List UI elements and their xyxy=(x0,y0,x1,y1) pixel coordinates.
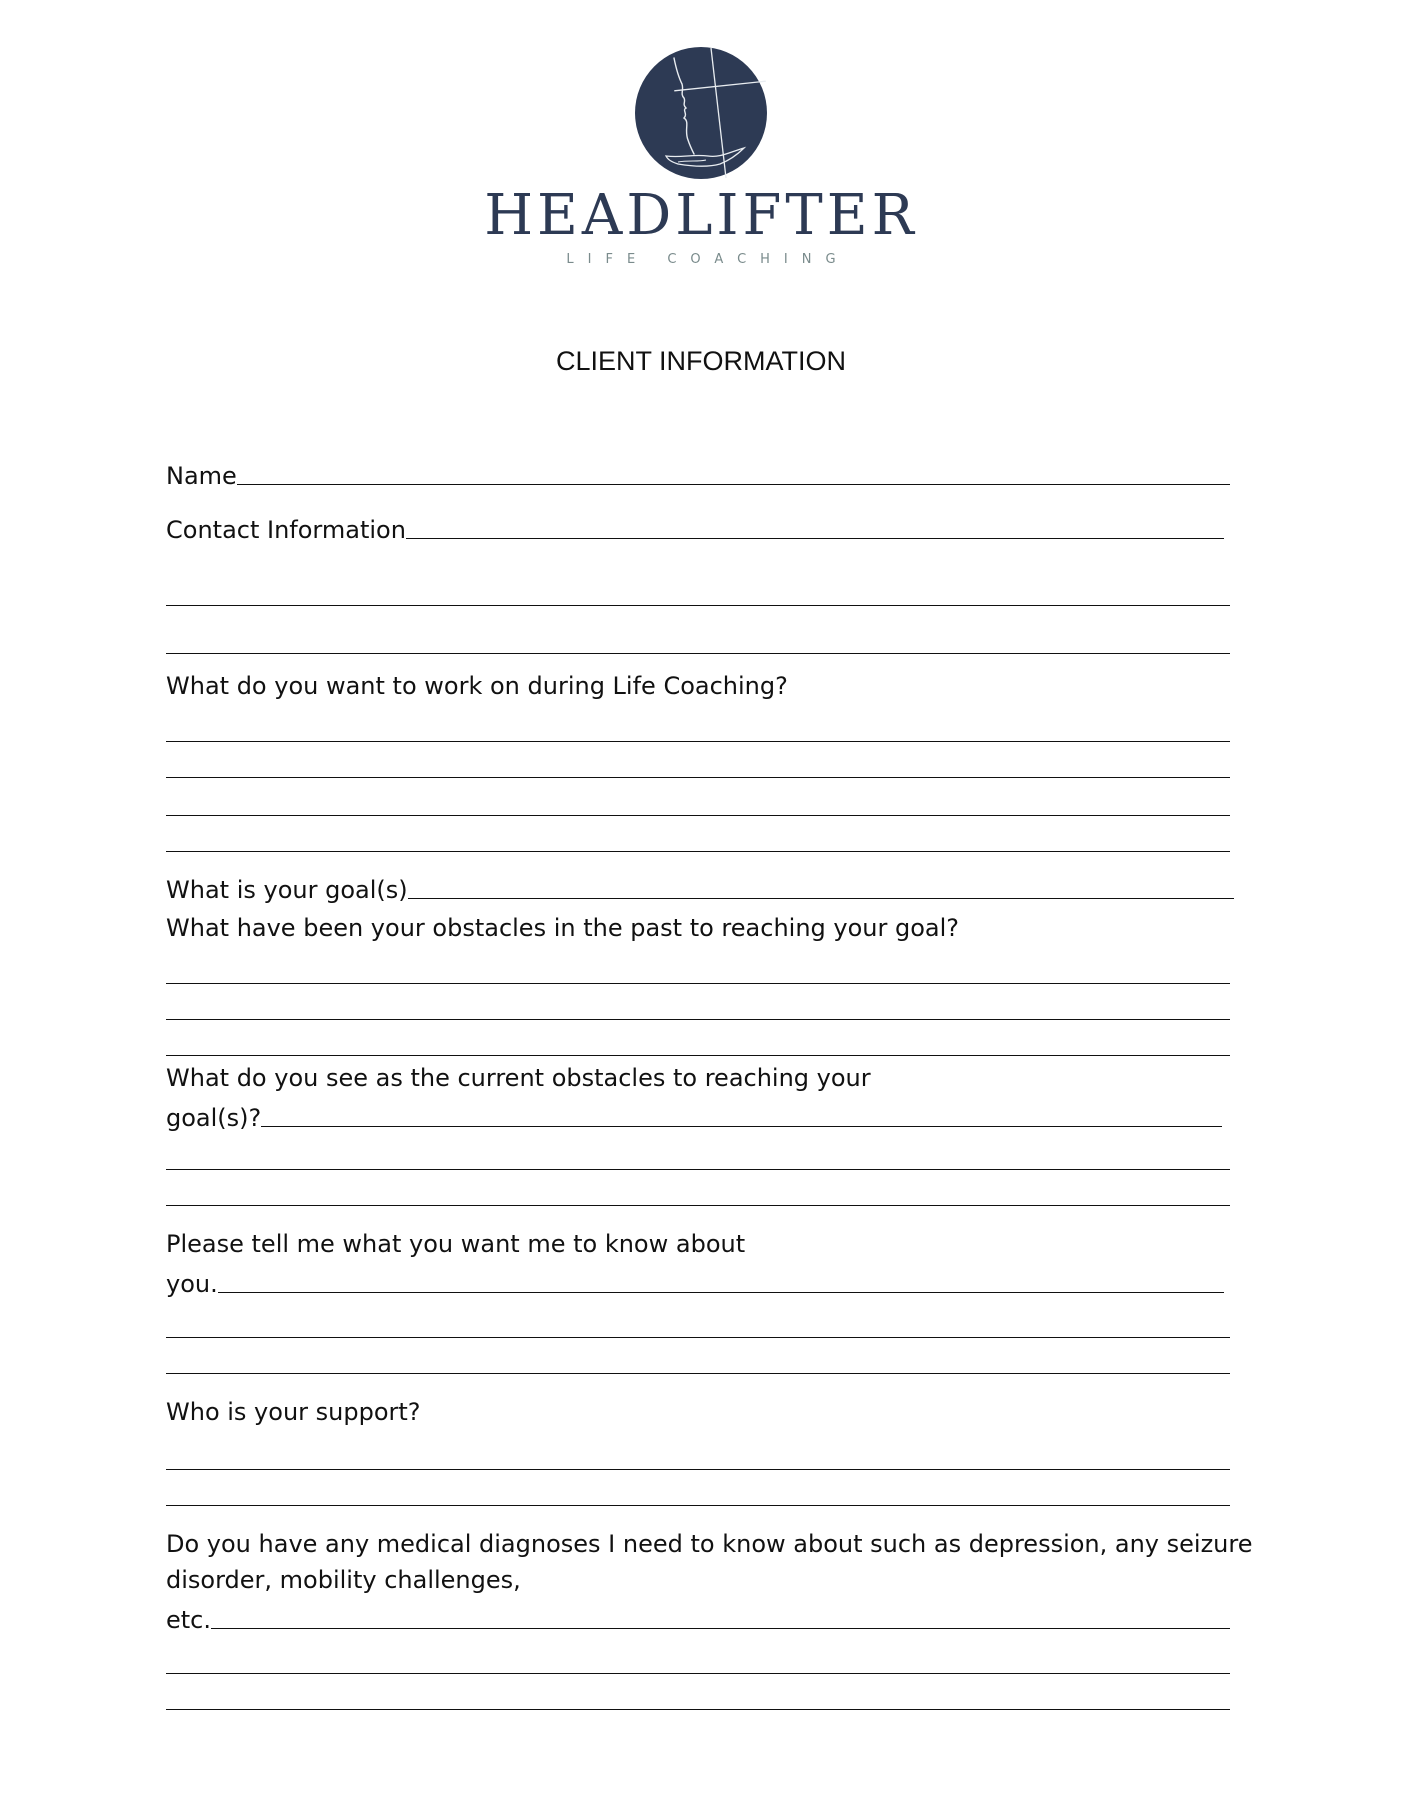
name-field[interactable] xyxy=(237,483,1230,485)
know-about-field[interactable] xyxy=(218,1291,1224,1293)
work-on-line-4[interactable] xyxy=(166,816,1230,852)
past-obstacles-question: What have been your obstacles in the past to reaching your goal? xyxy=(166,914,960,942)
past-obstacles-line-3[interactable] xyxy=(166,1020,1230,1056)
know-about-line-1[interactable] xyxy=(166,1298,1230,1338)
work-on-line-3[interactable] xyxy=(166,778,1230,816)
medical-question-line-1: Do you have any medical diagnoses I need to know about such as depression, any seizure xyxy=(166,1530,1253,1558)
headlifter-logo xyxy=(0,46,1402,267)
know-about-row xyxy=(166,1262,1230,1298)
goals-row xyxy=(166,868,1230,904)
work-on-line-2[interactable] xyxy=(166,742,1230,778)
past-obstacles-line-2[interactable] xyxy=(166,984,1230,1020)
medical-row xyxy=(166,1598,1230,1634)
current-obstacles-line-2[interactable] xyxy=(166,1170,1230,1206)
work-on-line-1[interactable] xyxy=(166,704,1230,742)
goals-field[interactable] xyxy=(408,897,1234,899)
current-obstacles-question: What do you see as the current obstacles to reaching your xyxy=(166,1064,871,1092)
support-line-2[interactable] xyxy=(166,1470,1230,1506)
name-label: Name xyxy=(166,462,237,490)
work-on-question: What do you want to work on during Life Coaching? xyxy=(166,672,788,700)
goals-label: What is your goal(s) xyxy=(166,876,408,904)
contact-field[interactable] xyxy=(406,537,1224,539)
contact-row xyxy=(166,508,1230,544)
past-obstacles-line-1[interactable] xyxy=(166,946,1230,984)
contact-blank-line-2[interactable] xyxy=(166,620,1230,654)
know-about-label: you. xyxy=(166,1270,218,1298)
medical-line-2[interactable] xyxy=(166,1674,1230,1710)
name-row xyxy=(166,454,1230,490)
current-obstacles-label: goal(s)? xyxy=(166,1104,262,1132)
know-about-line-2[interactable] xyxy=(166,1338,1230,1374)
current-obstacles-line-1[interactable] xyxy=(166,1132,1230,1170)
medical-field[interactable] xyxy=(211,1627,1230,1629)
medical-question-line-2: disorder, mobility challenges, xyxy=(166,1566,521,1594)
support-question: Who is your support? xyxy=(166,1398,421,1426)
medical-label: etc. xyxy=(166,1606,211,1634)
client-form xyxy=(166,454,1253,1710)
medical-line-1[interactable] xyxy=(166,1634,1230,1674)
page-title: CLIENT INFORMATION xyxy=(555,346,846,376)
contact-label: Contact Information xyxy=(166,516,406,544)
support-line-1[interactable] xyxy=(166,1430,1230,1470)
headlifter-logo-mark-icon xyxy=(634,46,768,180)
logo-tagline: LIFE COACHING xyxy=(566,252,850,267)
logo-brand-text: HEADLIFTER xyxy=(484,183,918,248)
current-obstacles-row xyxy=(166,1096,1230,1132)
know-about-question: Please tell me what you want me to know about xyxy=(166,1230,746,1258)
current-obstacles-field[interactable] xyxy=(261,1125,1222,1127)
contact-blank-line-1[interactable] xyxy=(166,572,1230,606)
